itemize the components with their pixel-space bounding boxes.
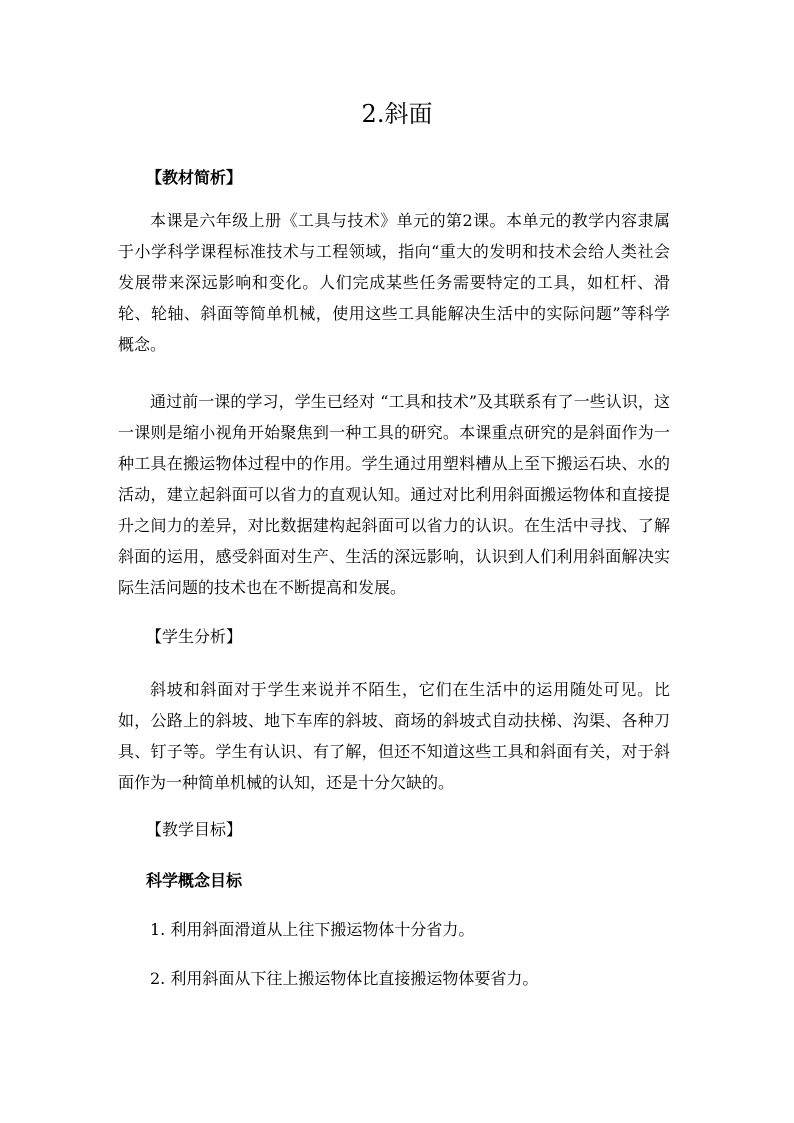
section-heading-student-analysis: 【学生分析】 <box>146 627 243 646</box>
section-heading-material-analysis: 【教材简析】 <box>146 168 243 187</box>
section-heading-teaching-goals: 【教学目标】 <box>146 820 243 839</box>
material-analysis-paragraph-1: 本课是六年级上册《工具与技术》单元的第2课。本单元的教学内容隶属于小学科学课程标准技术与工程领域，指向“重大的发明和技术会给人类社会发展带来深远影响和变化。人们完成某些任务需要特定的工具，如杠杆、滑轮、轮轴、斜面等简单机械，使用这些工具能解决生活中的实际问题”等科学概念。 <box>118 211 670 354</box>
goal-item-1: 1. 利用斜面滑道从上往下搬运物体十分省力。 <box>150 920 475 939</box>
subheading-science-concept-goals: 科学概念目标 <box>146 871 243 890</box>
student-analysis-paragraph: 斜坡和斜面对于学生来说并不陌生，它们在生活中的运用随处可见。比如，公路上的斜坡、地下车库的斜坡、商场的斜坡式自动扶梯、沟渠、各种刀具、钉子等。学生有认识、有了解，但还不知道这些工具和斜面有关，对于斜面作为一种简单机械的认知，还是十分欠缺的。 <box>118 680 670 792</box>
page-title: 2.斜面 <box>361 100 433 128</box>
material-analysis-paragraph-2: 通过前一课的学习，学生已经对 “工具和技术”及其联系有了一些认识，这一课则是缩小视角开始聚焦到一种工具的研究。本课重点研究的是斜面作为一种工具在搬运物体过程中的作用。学生通过用塑料槽从上至下搬运石块、水的活动，建立起斜面可以省力的直观认知。通过对比利用斜面搬运物体和直接提升之间力的差异，对比数据建构起斜面可以省力的认识。在生活中寻找、了解斜面的运用，感受斜面对生产、生活的深远影响，认识到人们利用斜面解决实际生活问题的技术也在不断提高和发展。 <box>118 392 670 597</box>
goal-item-2: 2. 利用斜面从下往上搬运物体比直接搬运物体要省力。 <box>150 969 539 988</box>
